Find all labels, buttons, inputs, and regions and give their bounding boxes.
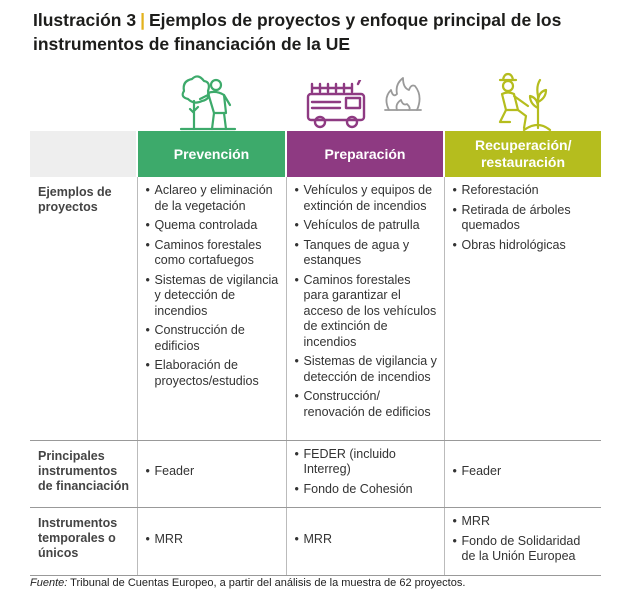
- list-item: • Fondo de Solidaridad de la Unión Europea: [453, 534, 596, 565]
- row-label: Instrumentos temporales o únicos: [30, 508, 137, 576]
- list-item: • Feader: [146, 464, 280, 480]
- title-text: Ejemplos de proyectos y enfoque principal de los instrumentos de financiación de la UE: [33, 10, 562, 54]
- page-title: [33, 8, 613, 56]
- list-item: • Obras hidrológicas: [453, 238, 596, 254]
- table-cell: [444, 177, 601, 440]
- table-cell: [137, 440, 286, 508]
- header-empty-cell: [30, 131, 137, 177]
- column-header-recovery: Recuperación/ restauración: [444, 131, 601, 177]
- list-item: • Caminos forestales como cortafuegos: [146, 238, 280, 269]
- list-item: • Sistemas de vigilancia y detección de incendios: [295, 354, 438, 385]
- table-cell: [444, 508, 601, 576]
- row-label: Ejemplos de proyectos: [30, 177, 137, 440]
- source-label: Fuente:: [30, 577, 68, 589]
- title-separator: |: [140, 10, 145, 30]
- list-item: • Construcción/ renovación de edificios: [295, 389, 438, 420]
- list-item: • Vehículos y equipos de extinción de incendios: [295, 183, 438, 214]
- title-prefix: Ilustración 3: [33, 10, 137, 30]
- list-item: • Fondo de Cohesión: [295, 482, 438, 498]
- table-cell: [286, 177, 444, 440]
- source-footnote: [30, 577, 465, 589]
- funding-table: [30, 131, 601, 576]
- column-header-prevention: Prevención: [137, 131, 286, 177]
- table-cell: [444, 440, 601, 508]
- gardener-tree-icon: [178, 73, 238, 131]
- table-cell: [286, 440, 444, 508]
- list-item: • FEDER (incluido Interreg): [295, 447, 438, 478]
- list-item: • Caminos forestales para garantizar el acceso de los vehículos de extinción de incendios: [295, 273, 438, 351]
- list-item: • Tanques de agua y estanques: [295, 238, 438, 269]
- list-item: • Aclareo y eliminación de la vegetación: [146, 183, 280, 214]
- list-item: • MRR: [453, 514, 596, 530]
- list-item: • MRR: [295, 532, 438, 548]
- source-text: Tribunal de Cuentas Europeo, a partir del análisis de la muestra de 62 proyectos.: [67, 577, 466, 589]
- list-item: • Vehículos de patrulla: [295, 218, 438, 234]
- table-cell: [137, 177, 286, 440]
- burning-forest-icon: [383, 76, 423, 114]
- column-header-preparation: Preparación: [286, 131, 444, 177]
- table-row: [30, 508, 601, 576]
- planting-seedling-icon: [494, 72, 552, 132]
- table-cell: [137, 508, 286, 576]
- list-item: • MRR: [146, 532, 280, 548]
- table-header-row: [30, 131, 601, 177]
- row-label: Principales instrumentos de financiación: [30, 440, 137, 508]
- list-item: • Elaboración de proyectos/estudios: [146, 358, 280, 389]
- table-row: [30, 440, 601, 508]
- fire-truck-icon: [306, 80, 368, 132]
- list-item: • Retirada de árboles quemados: [453, 203, 596, 234]
- list-item: • Construcción de edificios: [146, 323, 280, 354]
- list-item: • Sistemas de vigilancia y detección de incendios: [146, 273, 280, 320]
- list-item: • Reforestación: [453, 183, 596, 199]
- list-item: • Feader: [453, 464, 596, 480]
- table-row: [30, 177, 601, 440]
- table-cell: [286, 508, 444, 576]
- list-item: • Quema controlada: [146, 218, 280, 234]
